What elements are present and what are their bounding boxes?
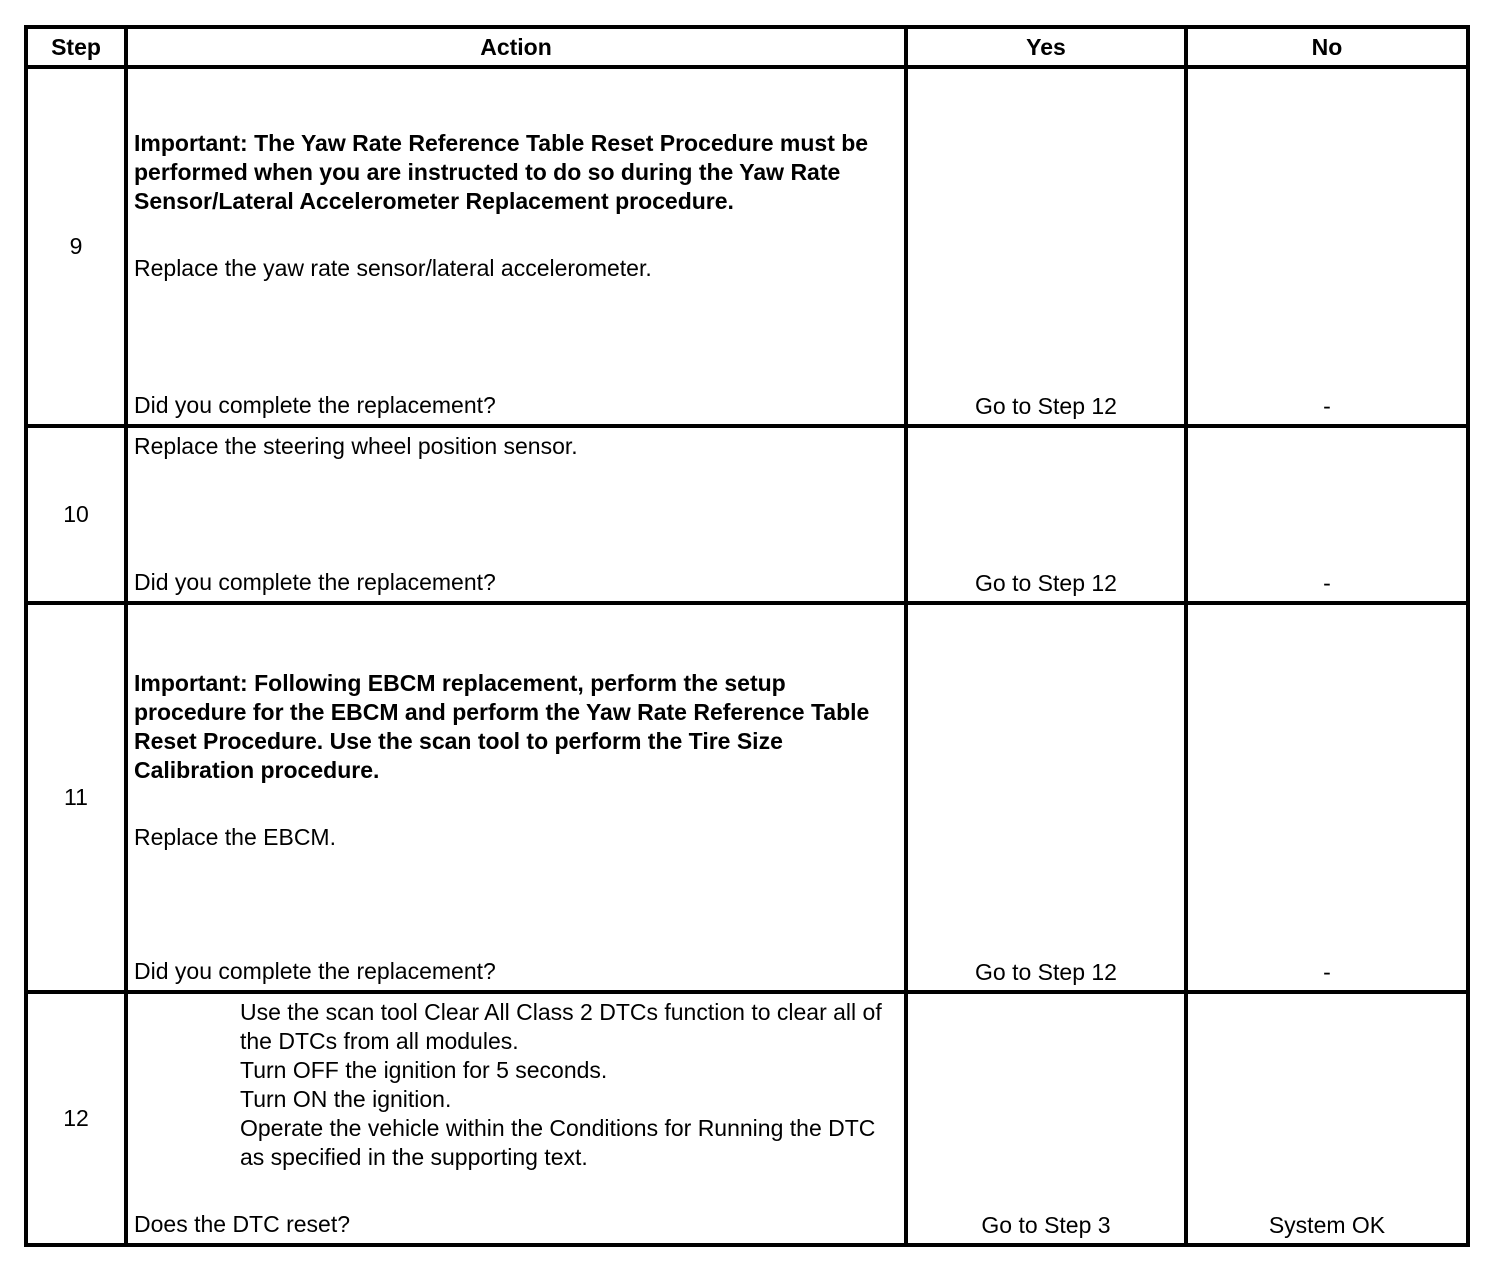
list-item: Use the scan tool Clear All Class 2 DTCs function to clear all of the DTCs from all modules. <box>240 999 882 1055</box>
list-item: Turn OFF the ignition for 5 seconds. <box>240 1057 608 1084</box>
important-note: Important: Following EBCM replacement, perform the setup procedure for the EBCM and perform the Yaw Rate Reference Table Reset Procedure. Use the scan tool to perform the Tire Size Calibration procedure. <box>134 669 870 783</box>
header-row <box>26 27 1468 67</box>
action-question: Does the DTC reset? <box>134 1211 351 1237</box>
header-no: No <box>1186 27 1468 67</box>
action-cell <box>126 67 906 426</box>
important-note: Important: The Yaw Rate Reference Table Reset Procedure must be performed when you are instructed to do so during the Yaw Rate Sensor/Lateral Accelerometer Replacement procedure. <box>134 130 869 214</box>
table-row-step-9 <box>26 67 1468 426</box>
action-instruction: Replace the steering wheel position sensor. <box>134 433 578 460</box>
table-row-step-12 <box>26 992 1468 1245</box>
step-number: 11 <box>26 603 126 992</box>
header-step: Step <box>26 27 126 67</box>
yes-cell <box>906 67 1186 426</box>
yes-result: Go to Step 12 <box>975 569 1117 596</box>
no-cell <box>1186 603 1468 992</box>
diagnostic-table-container <box>24 25 1466 1247</box>
yes-cell <box>906 603 1186 992</box>
diagnostic-table <box>24 25 1470 1247</box>
step-number: 12 <box>26 992 126 1245</box>
step-number: 9 <box>26 67 126 426</box>
yes-result: Go to Step 12 <box>975 959 1117 986</box>
action-question: Did you complete the replacement? <box>134 958 496 985</box>
action-step-list <box>134 998 898 1172</box>
header-yes: Yes <box>906 27 1186 67</box>
action-question: Did you complete the replacement? <box>134 392 496 419</box>
list-item: Operate the vehicle within the Conditions for Running the DTC as specified in the supporting text. <box>240 1115 876 1171</box>
no-result: - <box>1323 393 1331 420</box>
list-item: Turn ON the ignition. <box>240 1086 452 1113</box>
yes-result: Go to Step 3 <box>981 1212 1111 1238</box>
no-result: - <box>1323 959 1331 986</box>
action-instruction: Replace the yaw rate sensor/lateral accelerometer. <box>134 255 652 281</box>
yes-cell <box>906 992 1186 1245</box>
action-cell <box>126 603 906 992</box>
no-result: - <box>1323 569 1331 596</box>
no-cell <box>1186 426 1468 603</box>
table-row-step-10 <box>26 426 1468 603</box>
step-number: 10 <box>26 426 126 603</box>
action-question: Did you complete the replacement? <box>134 568 496 595</box>
yes-result: Go to Step 12 <box>975 393 1117 420</box>
yes-cell <box>906 426 1186 603</box>
action-cell <box>126 992 906 1245</box>
action-instruction: Replace the EBCM. <box>134 823 336 850</box>
no-cell <box>1186 67 1468 426</box>
no-result: System OK <box>1268 1212 1386 1238</box>
header-action: Action <box>126 27 906 67</box>
table-row-step-11 <box>26 603 1468 992</box>
no-cell <box>1186 992 1468 1245</box>
action-cell <box>126 426 906 603</box>
